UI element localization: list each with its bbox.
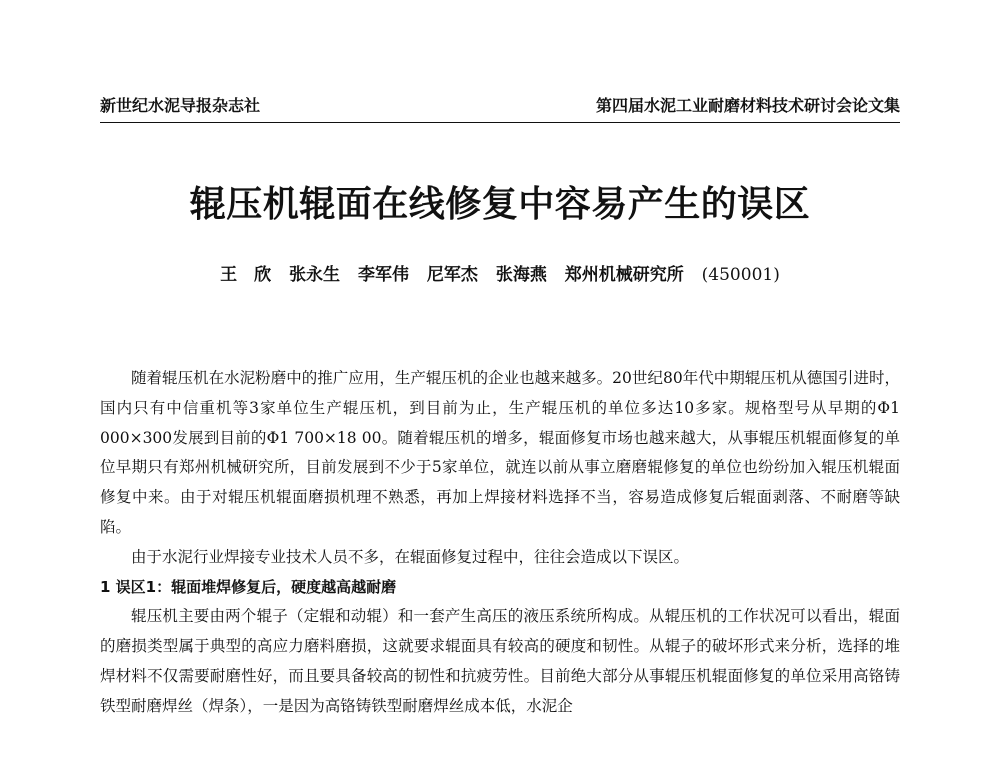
- author-name: 王 欣: [220, 265, 272, 285]
- proceedings-name: 第四届水泥工业耐磨材料技术研讨会论文集: [595, 96, 900, 115]
- intro-paragraph: 由于水泥行业焊接专业技术人员不多，在辊面修复过程中，往往会造成以下误区。: [131, 547, 690, 566]
- affiliation: 郑州机械研究所: [564, 265, 684, 285]
- section-heading: 1 误区1：辊面堆焊修复后，硬度越高越耐磨: [100, 577, 397, 596]
- running-header: [100, 92, 900, 123]
- author-name: 张海燕: [495, 265, 547, 285]
- author-line: [100, 262, 900, 288]
- author-name: 尼军杰: [426, 265, 478, 285]
- intro-paragraph: 随着辊压机在水泥粉磨中的推广应用，生产辊压机的企业也越来越多。20世纪80年代中期辊压机从德国引进时，国内只有中信重机等3家单位生产辊压机，到目前为止，生产辊压机的单位多达10多家。规格型号从早期的Φ1 000×300发展到目前的Φ1 700×18 00。随着辊压机的增多，辊面修复市场也越来越大，从事辊压机辊面修复的单位早期只有郑州机械研究所，目前发展到不少于5家单位，就连以前从事立磨磨辊修复的单位也纷纷加入辊压机辊面修复中来。由于对辊压机辊面磨损机理不熟悉，再加上焊接材料选择不当，容易造成修复后辊面剥落、不耐磨等缺陷。: [100, 369, 900, 536]
- section-paragraph: 辊压机主要由两个辊子（定辊和动辊）和一套产生高压的液压系统所构成。从辊压机的工作状况可以看出，辊面的磨损类型属于典型的高应力磨料磨损，这就要求辊面具有较高的硬度和韧性。从辊子的破坏形式来分析，选择的堆焊材料不仅需要耐磨性好，而且要具备较高的韧性和抗疲劳性。目前绝大部分从事辊压机辊面修复的单位采用高铬铸铁型耐磨焊丝（焊条），一是因为高铬铸铁型耐磨焊丝成本低，水泥企: [100, 607, 900, 715]
- journal-name: 新世纪水泥导报杂志社: [100, 96, 261, 115]
- body-text: [100, 364, 900, 722]
- author-name: 张永生: [289, 265, 341, 285]
- postcode: (450001): [701, 265, 780, 285]
- paper-title: 辊压机辊面在线修复中容易产生的误区: [189, 183, 811, 225]
- author-name: 李军伟: [357, 265, 409, 285]
